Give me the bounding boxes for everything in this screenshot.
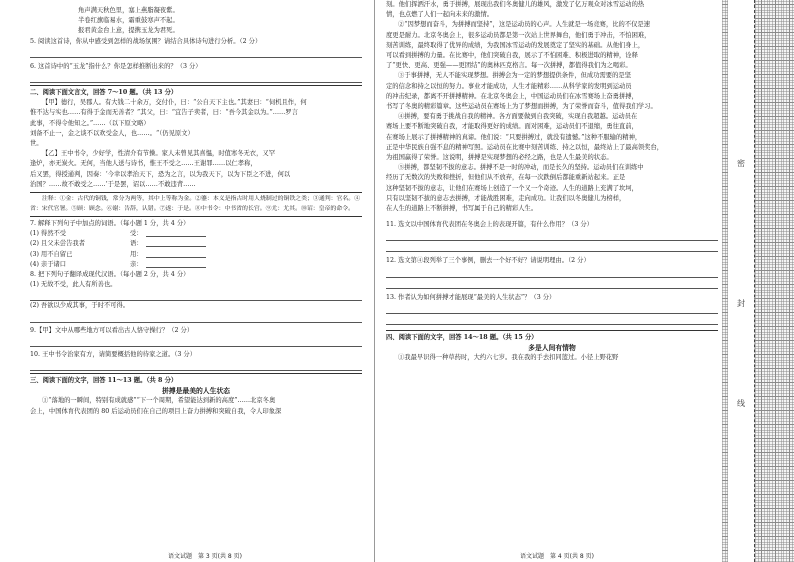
passage-yi-line: 后又罢，得授通判，因奏：‘今幸以孝治天下，恐为之言，以为我天下，以为下臣之不进，何以: [30, 170, 291, 178]
article-line: 只有以坚韧不拔的意志去拼搏，才能战胜困难，走向成功。让我们以冬奥健儿为榜样，: [386, 194, 626, 202]
left-page-column: [30, 0, 362, 417]
section-rule: [30, 85, 362, 86]
answer-line[interactable]: [386, 268, 718, 278]
article-line: 定的信念和持之以恒的努力。事业才能成功，人生才能精彩……从科学家的发明到运动员: [386, 82, 632, 90]
answer-line[interactable]: [30, 291, 362, 301]
section-rule: [30, 373, 362, 374]
page-footer-right: 语文试题 第 4 页(共 8 页): [520, 553, 594, 560]
article-line: 了“更快、更高、更强——更团结”的奥林匹克格言。每一次拼搏，都值得我们为之喝彩。: [386, 62, 632, 70]
article-line: 度更是耐力。北京冬奥会上，很多运动员都是第一次站上世界舞台，他们勇于冲击，不怕困难，: [386, 31, 651, 39]
answer-line[interactable]: [30, 337, 362, 347]
seal-line: [754, 0, 755, 562]
passage-yi-line: 治国？……故不敢受之……’于是罢，诏以……不敢违背……: [30, 180, 196, 188]
article-line: 经历了无数次的失败和挫折，但他们从不放弃，在每一次跌倒后都能重新站起来。正是: [386, 174, 626, 182]
section-rule: [386, 330, 718, 331]
answer-blank[interactable]: [146, 250, 206, 258]
passage-jia-line: 刘备不止一，金之谈不以欢受金人，也……。“（仍见原文）: [30, 129, 194, 137]
answer-line[interactable]: [30, 48, 362, 58]
question-6: 6. 这首诗中的“玉龙”指什么？你是怎样推断出来的？（3 分）: [30, 62, 202, 70]
question-9: 9.【甲】文中从哪些地方可以看出古人恪守操行？（2 分）: [30, 326, 194, 334]
question-10: 10. 王中书令治家有方，请简要概括他的待家之道。（3 分）: [30, 350, 196, 358]
q8-item: (2) 吾欲以少成其事，于时不可得。: [30, 302, 130, 310]
article-line: 书写了冬奥的精彩篇章。这些运动员在赛场上为了梦想而拼搏，为了荣誉而奋斗，值得我们学习。: [386, 103, 657, 111]
passage-yi-line: 逢炉，亦无炭火。无何，当他人送与诗书，惟王不受之……王谢罪……以仁孝称，: [30, 160, 257, 168]
answer-blank[interactable]: [146, 229, 206, 237]
article-line: 可以看到拼搏的力量。在比赛中，他们突破自我，展示了不怕困难、积极进取的精神，诠释: [386, 52, 638, 60]
article-line: 在人生的道路上不断拼搏，书写属于自己的精彩人生。: [386, 205, 538, 213]
notes-rule: [30, 192, 362, 193]
section-2-heading: 二、阅读下面文言文，回答 7～10 题。（共 13 分）: [30, 89, 178, 97]
answer-line[interactable]: [386, 304, 718, 314]
answer-line[interactable]: [386, 315, 718, 325]
article-line: ④拼搏，要有勇于挑战自我的精神。各方面要做到自我突破，实现自我超越。运动员在: [398, 113, 638, 121]
question-8: 8. 把下列句子翻译成现代汉语。（每小题 2 分，共 4 分）: [30, 271, 190, 279]
article-line: 赛场上要不断地突破自我，才能取得更好的成绩。面对困难，运动员们不退缩，勇往直前，: [386, 123, 638, 131]
annotation-notes: 注释：①金：古代的铜钱，常分为两等，其中上等称为金。②鎏：本义是指古时用人烧制过的铜铁之类；③通判：官名。④省：宋代官署。⑤顾：顾念。⑥谢：告辞，认错。⑦遂：于是。⑧中书令：中书省的长官。⑨尤：尤其。⑩诏：皇帝的命令。: [30, 196, 361, 212]
article-line: 情，也点燃了人们一起向未来的激情。: [386, 11, 494, 19]
passage-jia-line: 世。: [30, 140, 43, 148]
article-line: 的冲击纪录，都离不开拼搏精神。在北京冬奥会上，中国运动员们在冰雪赛场上奋勇拼搏，: [386, 92, 638, 100]
article-line: ①“落地的一瞬间，特别有成就感”“下一个周期，希望能达到新的高度”……北京冬奥: [42, 397, 276, 405]
notes-rule: [30, 216, 362, 217]
article-title: 多是人间有情物: [528, 344, 576, 353]
question-12: 12. 选文第④段列举了三个事例，删去一个好不好？请说明理由。（2 分）: [386, 257, 590, 265]
question-11: 11. 选文以中国体育代表团在冬奥会上的表现开篇，有什么作用？（3 分）: [386, 221, 593, 229]
answer-line[interactable]: [386, 242, 718, 252]
answer-blank[interactable]: [146, 239, 206, 247]
column-divider: [374, 0, 375, 562]
passage-yi-line: 【乙】王中书令，少好学，性清介有节操。家人未曾见其喜愠，时值寒冬无衣，又罕: [42, 150, 275, 158]
article-line: 为祖国赢得了荣誉。这说明，拼搏是实现梦想的必经之路，也是人生最美的状态。: [386, 154, 613, 162]
passage-jia-line: 惟不达与实也……有得于金而无善者？”其父，曰：“宜告子卖者，曰：“吾今其金以为。”……罗言: [30, 109, 298, 117]
question-7: 7. 解释下列句子中加点的词语。（每小题 1 分，共 4 分）: [30, 220, 190, 228]
poem-line: 报君黄金台上意，提携玉龙为君死。: [78, 27, 179, 35]
answer-line[interactable]: [30, 73, 362, 83]
answer-line[interactable]: [386, 279, 718, 289]
answer-line[interactable]: [30, 361, 362, 371]
poem-line: 半卷红旗临易水，霜重鼓寒声不起。: [78, 17, 179, 25]
q8-item: (1) 无故不受，此人有所善也。: [30, 281, 117, 289]
article-line: 在赛场上展示了拼搏精神的真谛。他们说：“只要拼搏过，就没有遗憾。”这种不服输的精神，: [386, 133, 642, 141]
q7-item: (1) 得然不受 受：: [30, 229, 362, 239]
answer-line[interactable]: [30, 313, 362, 323]
page-footer-left: 语文试题 第 3 页(共 8 页): [168, 553, 242, 560]
q7-item: (3) 用不自留已 用：: [30, 250, 362, 260]
article-line: ③于事拼搏，无人不能实现梦想。拼搏会为一定的梦想提供条件，但成功需要的是坚: [398, 72, 631, 80]
seal-char: 线: [737, 399, 745, 408]
answer-line[interactable]: [386, 231, 718, 241]
seal-char: 封: [737, 299, 745, 308]
article-line: ②“因梦想而奋斗，为拼搏而坚持”，这是运动员的心声。人生就是一场竞赛，比的不仅是速: [398, 21, 651, 29]
section-3-heading: 三、阅读下面的文字，回答 11～13 题。（共 8 分）: [30, 377, 178, 385]
article-line: 正是中华民族自强不息的精神写照。运动员在比赛中刻苦训练、持之以恒，最终站上了最高领奖台，: [386, 143, 664, 151]
question-13: 13. 作者认为如何拼搏才能展现“最美的人生状态”？（3 分）: [386, 293, 556, 301]
poem-line: 角声满天秋色里，塞上燕脂凝夜紫。: [78, 7, 179, 14]
passage-jia-line: 此事，不得令他知之。”……（以下原文略）: [30, 119, 150, 127]
article-line: 刻。他们挥洒汗水，勇于拼搏，展现出我们冬奥健儿的雄风，激发了亿万观众对冰雪运动的热: [386, 1, 645, 8]
q7-item: (4) 亲于诸口 亲：: [30, 260, 362, 270]
article-line: 这种坚韧不拔的意志，让他们在赛场上创造了一个又一个奇迹。人生的道路上充满了坎坷，: [386, 184, 638, 192]
article-title: 拼搏是最美的人生状态: [162, 387, 230, 396]
answer-blank[interactable]: [146, 260, 206, 268]
right-page-column: [386, 0, 718, 363]
q7-item: (2) 且父未尝告我者 语：: [30, 239, 362, 249]
section-4-heading: 四、阅读下面的文字，回答 14～18 题。（共 15 分）: [386, 333, 538, 341]
question-5: 5. 阅读这首诗，你从中感受到怎样的战场氛围？请结合具体诗句进行分析。（2 分）: [30, 37, 262, 45]
article-line: 会上，中国体育代表团的 80 后运动员们在自己的项目上奋力拼搏和突破自我，令人印象深: [30, 407, 282, 415]
article-line: 刻苦训练，最终取得了优异的成绩，为我国冰雪运动的发展奠定了坚实的基础。从他们身上，: [386, 41, 645, 49]
seal-char: 密: [737, 159, 745, 168]
passage-jia-line: 【甲】德行，吴郡人。有大钱二十余万，交付仆，曰：“公自天下主也。”其妻曰：“伺机且作，何: [42, 99, 307, 107]
binding-gap: [728, 0, 754, 562]
article-line: ①我最早识得一种草药时，大约六七岁。我在我的手去扣同篮过。小径上野花野: [398, 354, 619, 362]
article-line: ⑤拼搏，都坚韧不拔的意志。拼搏不是一时的冲动，而是长久的坚持。运动员们在训练中: [398, 164, 644, 172]
